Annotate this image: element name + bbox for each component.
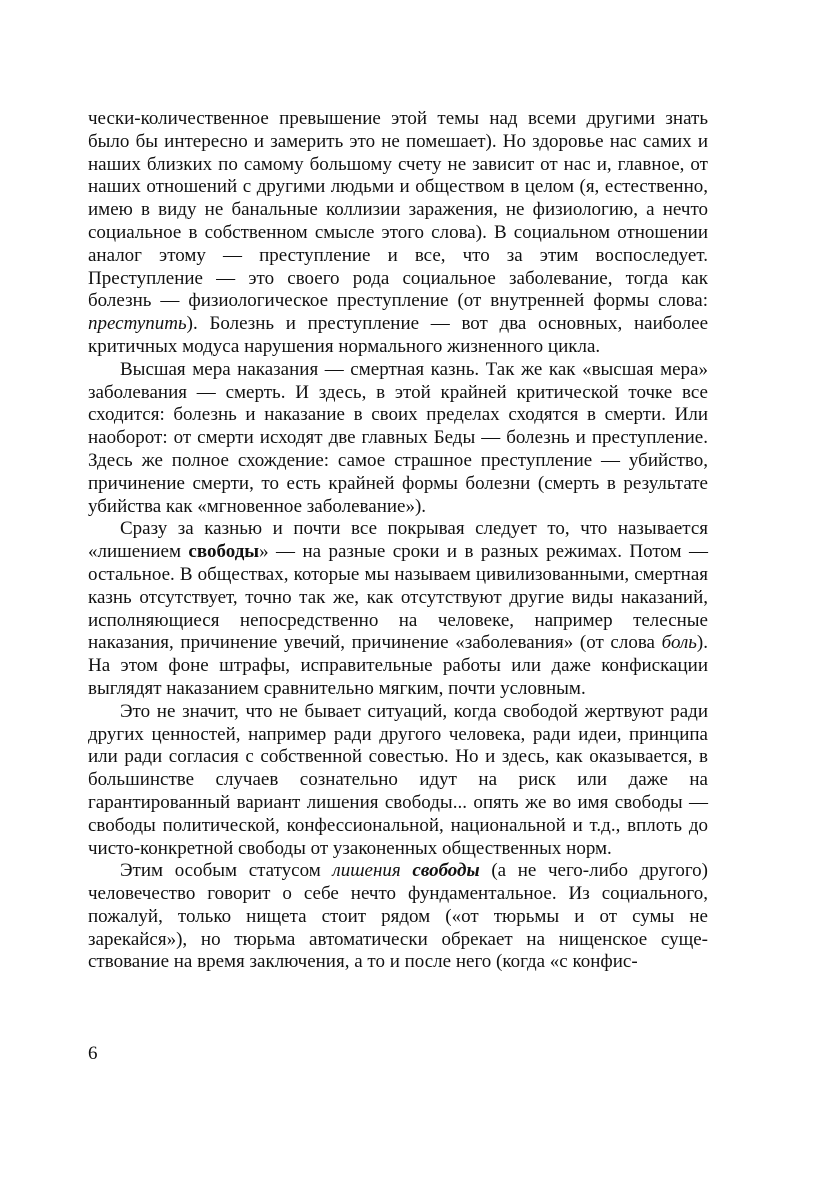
- text-run: Высшая мера наказания — смертная казнь. Так же как «высшая мера» заболевания — смерть. И здесь, в этой крайней критической точке все сходится: болезнь и наказание в своих пределах сходятся в смерти. Или наоборот: от смерти исходят две главных Беды — болезнь и преступление. Здесь же полное схождение: самое страшное преступление — убийство, причинение смерти, то есть крайней формы болезни (смерть в результате убийства как «мгновенное заболевание»).: [88, 358, 708, 517]
- paragraph: [88, 701, 708, 861]
- paragraph: [88, 860, 708, 974]
- text-run: чески-количественное превышение этой темы над всеми другими знать было бы интересно и замерить это не помешает). Но здоровье нас самих и наших близких по самому большому счету не зависит от нас и, главное, от наших отношений с другими людьми и обществом в целом (я, естественно, имею в виду не банальные коллизии заражения, не физиологию, а нечто социальное в собственном смысле этого слова). В социальном отношении аналог этому — преступление и все, что за этим воспоследует. Преступление — это своего рода социальное заболевание, тогда как болезнь — физиологическое преступление (от внутренней формы слова:: [88, 108, 708, 312]
- paragraph: [88, 108, 708, 359]
- italic-text: боль: [661, 632, 697, 654]
- text-run: ). Болезнь и преступление — вот два основных, наиболее критичных модуса нарушения нормального жизненного цикла.: [88, 313, 708, 357]
- bold-text: свободы: [188, 541, 260, 563]
- text-run: ). На этом фоне штрафы, исправительные работы или даже конфискации выглядят наказанием сравнительно мягким, почти условным.: [88, 632, 708, 699]
- page-number: 6: [88, 1043, 98, 1064]
- text-run: » — на разные сроки и в разных режимах. Потом — остальное. В обществах, которые мы называем цивилизованными, смертная казнь отсутствует, точно так же, как отсутствуют другие виды наказаний, исполняющиеся непосредственно на человеке, например телесные наказания, причинение увечий, причинение «заболевания» (от слова: [88, 541, 708, 654]
- text-run: Сразу за казнью и почти все покрывая следует то, что называется «лишением: [88, 518, 708, 563]
- page-body: [88, 108, 708, 974]
- bold-italic-text: свободы: [412, 860, 480, 882]
- paragraph: [88, 359, 708, 519]
- text-run: (а не чего-либо другого) человечество говорит о себе нечто фундаментальное. Из социального, пожалуй, только нищета стоит рядом («от тюрьмы и от сумы не зарекайся»), но тюрьма автоматически обрекает на нищенское существование на время заключения, а то и после него (когда «с конфис-: [88, 860, 708, 973]
- text-run: Это не значит, что не бывает ситуаций, когда свободой жертвуют ради других ценностей, например ради другого человека, ради идеи, принципа или ради согласия с собственной совестью. Но и здесь, как оказывается, в большинстве случаев сознательно идут на риск или даже на гарантированный вариант лишения свободы... опять же во имя свободы — свободы политической, конфессиональной, национальной и т.д., вплоть до чисто-конкретной свободы от узаконенных общественных норм.: [88, 700, 708, 859]
- paragraph: [88, 518, 708, 700]
- text-run: Этим особым статусом: [120, 860, 333, 882]
- italic-text: лишения: [332, 860, 413, 882]
- italic-text: преступить: [88, 313, 187, 335]
